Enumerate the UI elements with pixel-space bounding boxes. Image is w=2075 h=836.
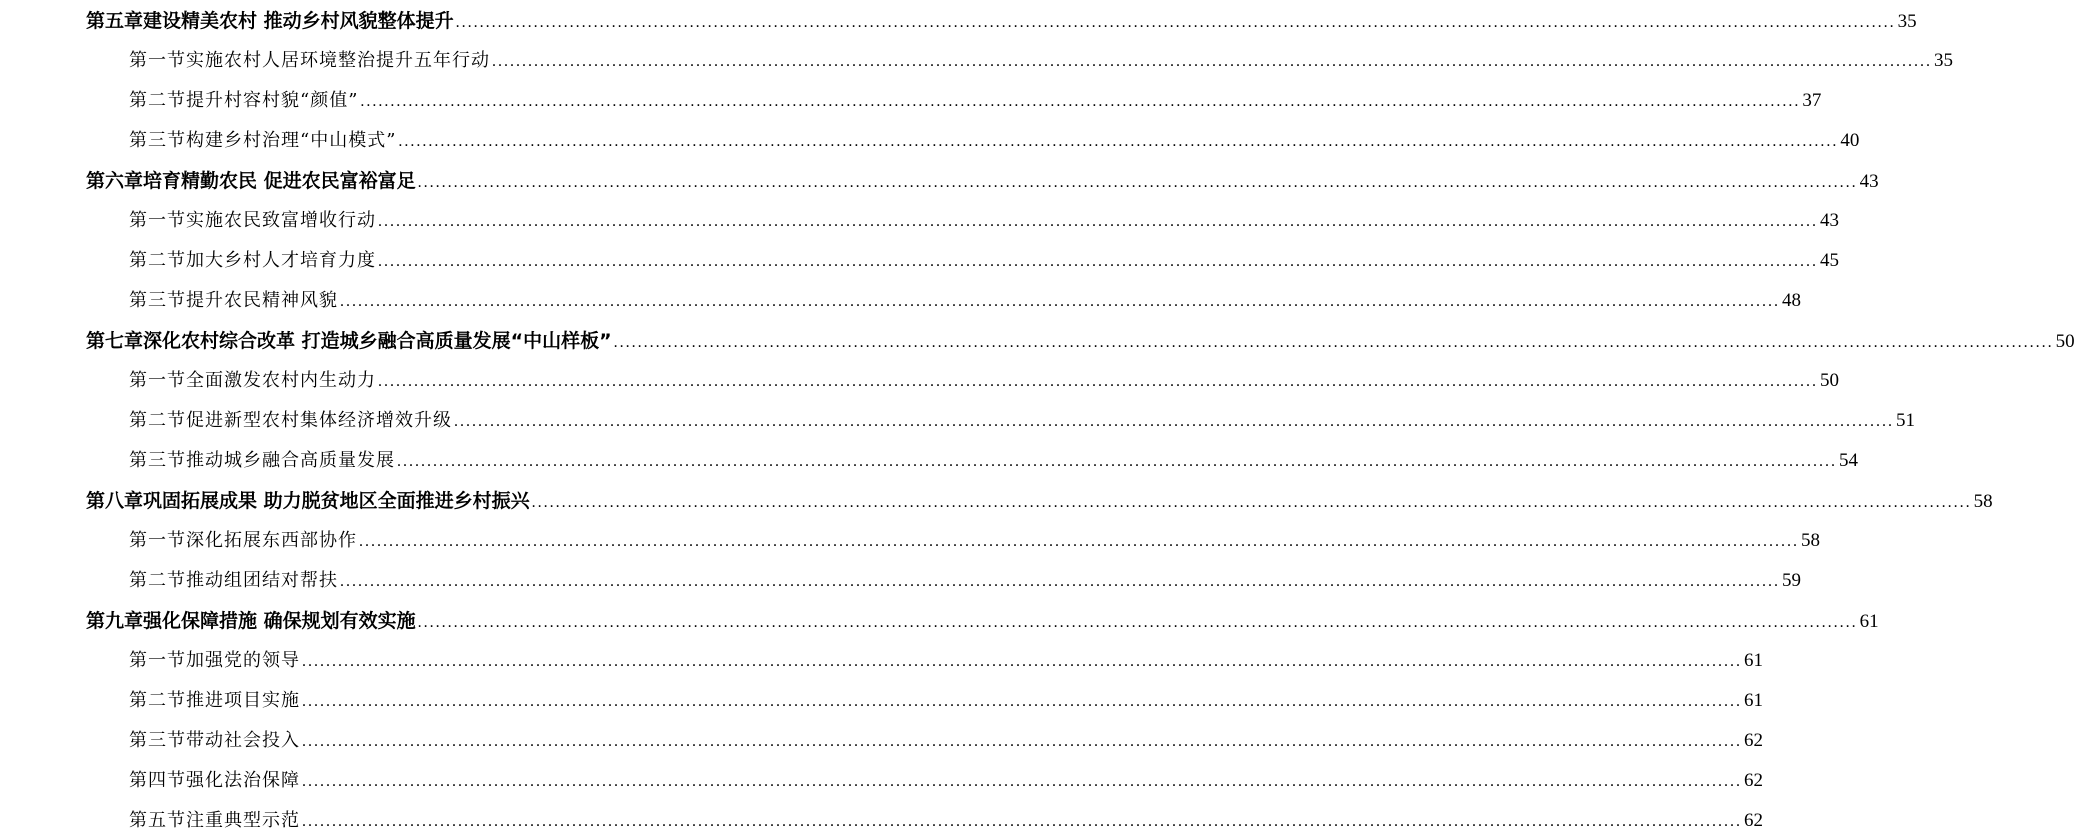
toc-section-9-3[interactable] bbox=[129, 726, 1763, 756]
section-title: 带动社会投入 bbox=[186, 730, 300, 751]
chapter-number: 第八章 bbox=[86, 490, 144, 512]
section-number: 第二节 bbox=[129, 250, 186, 271]
toc-section-7-2[interactable] bbox=[129, 406, 1915, 436]
page-number: 35 bbox=[1897, 11, 1917, 32]
section-number: 第一节 bbox=[129, 650, 186, 671]
page-number: 48 bbox=[1782, 290, 1801, 311]
chapter-title: 深化农村综合改革 打造城乡融合高质量发展“中山样板” bbox=[143, 330, 612, 352]
dot-leader bbox=[532, 494, 1972, 512]
toc-section-8-2[interactable] bbox=[129, 566, 1801, 596]
section-title: 注重典型示范 bbox=[186, 810, 300, 831]
toc-section-6-3[interactable] bbox=[129, 286, 1801, 316]
page-number: 37 bbox=[1802, 90, 1822, 111]
chapter-number: 第五章 bbox=[86, 10, 144, 32]
dot-leader bbox=[302, 653, 1742, 671]
section-number: 第二节 bbox=[129, 570, 186, 591]
page-number: 51 bbox=[1896, 410, 1915, 431]
toc-section-9-4[interactable] bbox=[129, 766, 1763, 796]
page-number: 45 bbox=[1820, 250, 1839, 271]
section-title: 促进新型农村集体经济增效升级 bbox=[186, 410, 452, 431]
dot-leader bbox=[614, 334, 2054, 352]
section-title: 构建乡村治理“中山模式” bbox=[186, 130, 397, 151]
page-number: 54 bbox=[1839, 450, 1858, 471]
section-number: 第一节 bbox=[129, 210, 186, 231]
page-number: 62 bbox=[1744, 810, 1763, 831]
dot-leader bbox=[340, 293, 1780, 311]
page-number: 50 bbox=[2055, 331, 2075, 352]
section-number: 第三节 bbox=[129, 730, 186, 751]
section-title: 深化拓展东西部协作 bbox=[186, 530, 357, 551]
toc-section-5-3[interactable] bbox=[129, 126, 1860, 156]
section-title: 实施农村人居环境整治提升五年行动 bbox=[186, 50, 490, 71]
dot-leader bbox=[302, 773, 1742, 791]
page-number: 43 bbox=[1859, 171, 1879, 192]
chapter-number: 第六章 bbox=[86, 170, 144, 192]
chapter-title: 培育精勤农民 促进农民富裕富足 bbox=[143, 170, 416, 192]
dot-leader bbox=[359, 533, 1799, 551]
toc-section-8-1[interactable] bbox=[129, 526, 1820, 556]
toc-chapter-9[interactable] bbox=[86, 606, 1879, 636]
section-title: 加强党的领导 bbox=[186, 650, 300, 671]
section-number: 第五节 bbox=[129, 810, 186, 831]
chapter-title: 强化保障措施 确保规划有效实施 bbox=[143, 610, 416, 632]
page-number: 62 bbox=[1744, 730, 1763, 751]
section-number: 第三节 bbox=[129, 130, 186, 151]
section-number: 第二节 bbox=[129, 410, 186, 431]
chapter-title: 巩固拓展成果 助力脱贫地区全面推进乡村振兴 bbox=[143, 490, 530, 512]
page-number: 58 bbox=[1801, 530, 1820, 551]
section-title: 加大乡村人才培育力度 bbox=[186, 250, 376, 271]
toc-section-7-3[interactable] bbox=[129, 446, 1858, 476]
page-number: 61 bbox=[1744, 690, 1763, 711]
page-number: 43 bbox=[1820, 210, 1839, 231]
chapter-title: 建设精美农村 推动乡村风貌整体提升 bbox=[143, 10, 454, 32]
dot-leader bbox=[378, 253, 1818, 271]
page-number: 40 bbox=[1840, 130, 1860, 151]
dot-leader bbox=[302, 813, 1742, 831]
dot-leader bbox=[397, 453, 1837, 471]
section-number: 第一节 bbox=[129, 370, 186, 391]
section-title: 推动城乡融合高质量发展 bbox=[186, 450, 395, 471]
dot-leader bbox=[418, 174, 1858, 192]
section-title: 推进项目实施 bbox=[186, 690, 300, 711]
dot-leader bbox=[340, 573, 1780, 591]
dot-leader bbox=[456, 14, 1896, 32]
toc-chapter-6[interactable] bbox=[86, 166, 1879, 196]
section-number: 第二节 bbox=[129, 90, 186, 111]
dot-leader bbox=[454, 413, 1894, 431]
dot-leader bbox=[418, 614, 1858, 632]
page-number: 35 bbox=[1934, 50, 1953, 71]
toc-section-6-1[interactable] bbox=[129, 206, 1839, 236]
page-number: 59 bbox=[1782, 570, 1801, 591]
toc-chapter-8[interactable] bbox=[86, 486, 1993, 516]
chapter-number: 第七章 bbox=[86, 330, 144, 352]
section-title: 强化法治保障 bbox=[186, 770, 300, 791]
toc-section-9-1[interactable] bbox=[129, 646, 1763, 676]
toc-section-9-2[interactable] bbox=[129, 686, 1763, 716]
section-title: 提升村容村貌“颜值” bbox=[186, 90, 359, 111]
section-number: 第一节 bbox=[129, 530, 186, 551]
page-number: 58 bbox=[1973, 491, 1993, 512]
dot-leader bbox=[378, 373, 1818, 391]
page-number: 62 bbox=[1744, 770, 1763, 791]
page-number: 61 bbox=[1859, 611, 1879, 632]
dot-leader bbox=[492, 53, 1932, 71]
dot-leader bbox=[360, 93, 1800, 111]
section-number: 第三节 bbox=[129, 290, 186, 311]
toc-section-6-2[interactable] bbox=[129, 246, 1839, 276]
dot-leader bbox=[302, 693, 1742, 711]
dot-leader bbox=[378, 213, 1818, 231]
toc-chapter-7[interactable] bbox=[86, 326, 2075, 356]
toc-section-9-5[interactable] bbox=[129, 806, 1763, 836]
section-number: 第一节 bbox=[129, 50, 186, 71]
section-title: 全面激发农村内生动力 bbox=[186, 370, 376, 391]
section-number: 第三节 bbox=[129, 450, 186, 471]
dot-leader bbox=[302, 733, 1742, 751]
dot-leader bbox=[398, 133, 1838, 151]
toc-chapter-5[interactable] bbox=[86, 6, 1917, 36]
section-number: 第二节 bbox=[129, 690, 186, 711]
section-title: 推动组团结对帮扶 bbox=[186, 570, 338, 591]
page-number: 61 bbox=[1744, 650, 1763, 671]
toc-section-5-2[interactable] bbox=[129, 86, 1822, 116]
toc-section-7-1[interactable] bbox=[129, 366, 1839, 396]
chapter-number: 第九章 bbox=[86, 610, 144, 632]
page-number: 50 bbox=[1820, 370, 1839, 391]
section-title: 提升农民精神风貌 bbox=[186, 290, 338, 311]
section-title: 实施农民致富增收行动 bbox=[186, 210, 376, 231]
section-number: 第四节 bbox=[129, 770, 186, 791]
toc-section-5-1[interactable] bbox=[129, 46, 1953, 76]
